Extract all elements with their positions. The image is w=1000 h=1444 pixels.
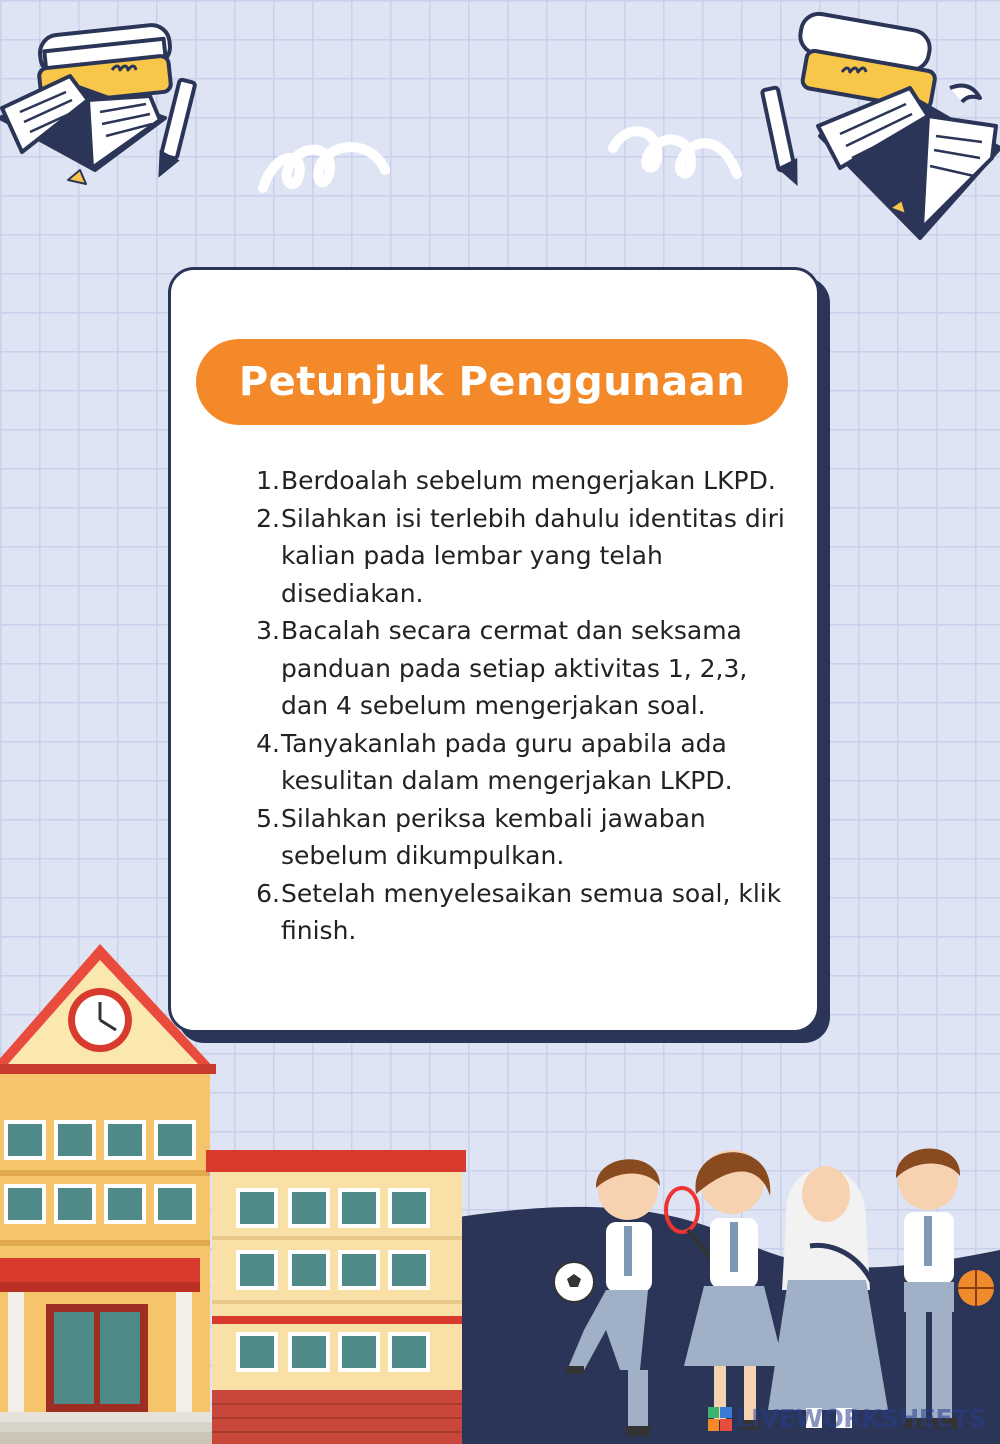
list-item (250, 725, 790, 800)
liveworksheets-logo-icon (708, 1407, 732, 1431)
item-text: Silahkan isi terlebih dahulu identitas diri kalian pada lembar yang telah disediakan. (281, 503, 785, 608)
title-banner (196, 339, 788, 425)
item-text: Silahkan periksa kembali jawaban sebelum dikumpulkan. (281, 803, 706, 870)
books-icon (0, 0, 215, 215)
item-number: 4. (256, 728, 280, 758)
item-text: Tanyakanlah pada guru apabila ada kesulitan dalam mengerjakan LKPD. (281, 728, 733, 795)
list-item (250, 875, 790, 950)
item-text: Bacalah secara cermat dan seksama panduan pada setiap aktivitas 1, 2,3, dan 4 sebelum mengerjakan soal. (281, 616, 748, 720)
item-number: 5. (256, 803, 280, 833)
item-number: 3. (256, 616, 280, 645)
books-icon (760, 8, 1000, 258)
swirl-icon (255, 130, 395, 200)
page-title: Petunjuk Penggunaan (238, 359, 746, 405)
basketball-icon (958, 1270, 994, 1306)
swirl-icon (605, 118, 745, 190)
soccer-ball-icon (554, 1262, 594, 1302)
list-item (250, 612, 790, 725)
list-item (250, 800, 790, 875)
pencil-icon (762, 87, 800, 184)
list-item (250, 462, 790, 500)
watermark-text: LIVEWORKSHEETS (735, 1404, 986, 1433)
item-number: 6. (256, 878, 280, 908)
instruction-list (250, 462, 790, 950)
list-item (250, 500, 790, 613)
students-icon (548, 1130, 1000, 1444)
clock-icon (68, 988, 132, 1052)
item-number: 1. (256, 466, 280, 495)
item-text: Berdoalah sebelum mengerjakan LKPD. (281, 466, 776, 495)
item-text: Setelah menyelesaikan semua soal, klik finish. (281, 878, 782, 945)
item-number: 2. (256, 503, 280, 533)
watermark (708, 1404, 986, 1433)
